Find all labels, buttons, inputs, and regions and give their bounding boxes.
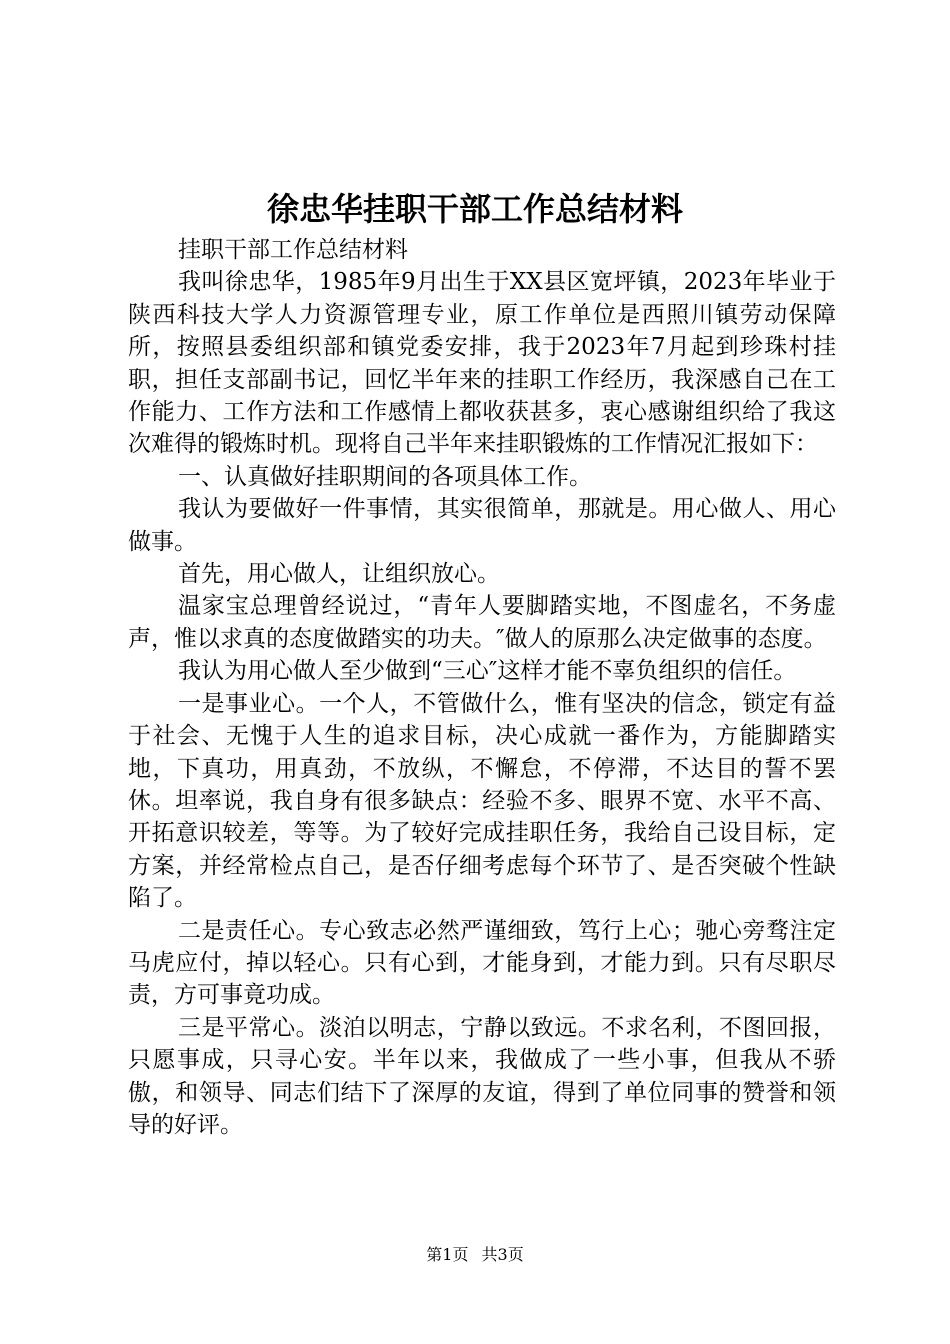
- paragraph: 首先，用心做人，让组织放心。: [178, 561, 500, 588]
- paragraph: 一是事业心。一个人，不管做什么，惟有坚决的信念，锁定有益于社会、无愧于人生的追求目标，决心成就一番作为，方能脚踏实地，下真功，用真劲，不放纵，不懈怠，不停滞，不达目的誓不罢休。坦率说，我自身有很多缺点：经验不多、眼界不宽、水平不高、开拓意识较差，等等。为了较好完成挂职任务，我给自己设目标，定方案，并经常检点自己，是否仔细考虑每个环节了、是否突破个性缺陷了。: [128, 690, 836, 912]
- page-footer: [0, 1244, 950, 1266]
- paragraph: 三是平常心。淡泊以明志，宁静以致远。不求名利，不图回报，只愿事成，只寻心安。半年以来，我做成了一些小事，但我从不骄傲，和领导、同志们结下了深厚的友谊，得到了单位同事的赞誉和领导的好评。: [128, 1014, 836, 1138]
- page-total: 共3页: [481, 1245, 524, 1264]
- page-number: 第1页: [426, 1245, 469, 1264]
- paragraph: 一、认真做好挂职期间的各项具体工作。: [178, 463, 592, 490]
- paragraph: 我认为要做好一件事情，其实很简单，那就是。用心做人、用心做事。: [128, 496, 836, 555]
- paragraph: 我叫徐忠华，1985年9月出生于XX县区宽坪镇，2023年毕业于陕西科技大学人力资源管理专业，原工作单位是西照川镇劳动保障所，按照县委组织部和镇党委安排，我于2023年7月起到珍珠村挂职，担任支部副书记，回忆半年来的挂职工作经历，我深感自己在工作能力、工作方法和工作感情上都收获甚多，衷心感谢组织给了我这次难得的锻炼时机。现将自己半年来挂职锻炼的工作情况汇报如下：: [128, 269, 836, 458]
- paragraph: 温家宝总理曾经说过，“青年人要脚踏实地，不图虚名，不务虚声，惟以求真的态度做踏实的功夫。″做人的原那么决定做事的态度。: [128, 593, 836, 652]
- paragraph: 二是责任心。专心致志必然严谨细致，笃行上心；驰心旁骛注定马虎应付，掉以轻心。只有心到，才能身到，才能力到。只有尽职尽责，方可事竟功成。: [128, 917, 836, 1009]
- paragraph: 我认为用心做人至少做到“三心″这样才能不辜负组织的信任。: [178, 658, 797, 685]
- document-body: [128, 234, 836, 1141]
- paragraph: 挂职干部工作总结材料: [178, 237, 408, 263]
- document-title: 徐忠华挂职干部工作总结材料: [266, 190, 683, 228]
